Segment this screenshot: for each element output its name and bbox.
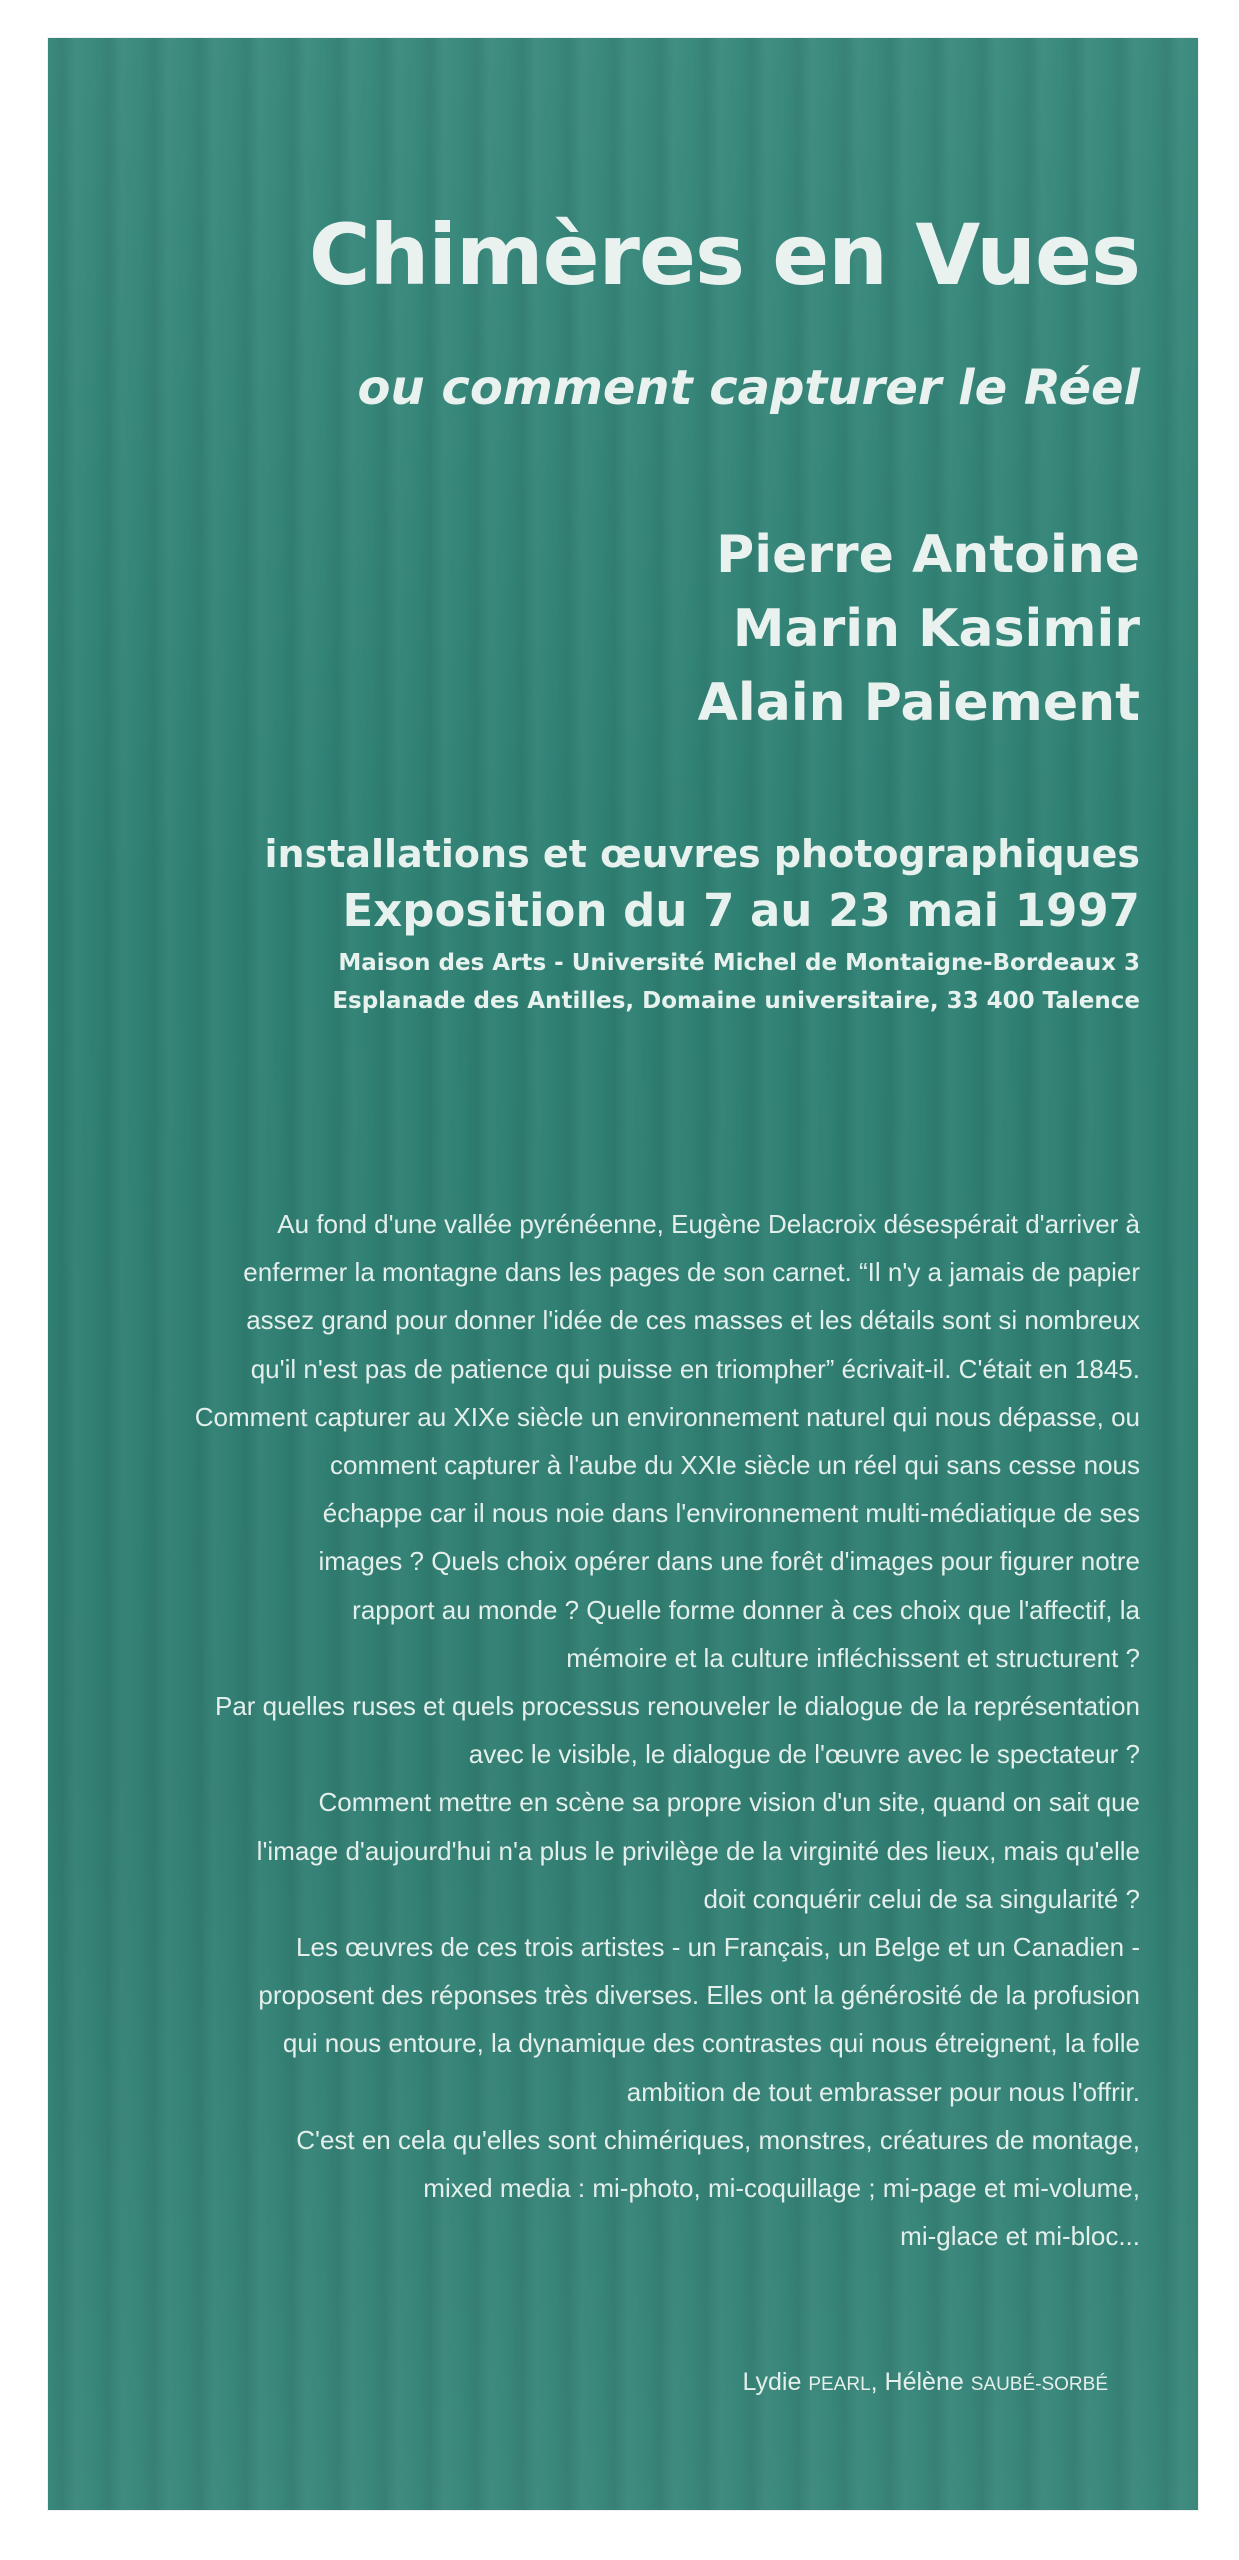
flyer-title: Chimères en Vues	[308, 206, 1140, 304]
presentation-text	[80, 1200, 1140, 2260]
exhibition-info	[265, 828, 1140, 1018]
exhibition-dates: Exposition du 7 au 23 mai 1997	[342, 884, 1140, 937]
text-line: ambition de tout embrasser pour nous l'offrir.	[626, 2076, 1140, 2107]
text-line: Par quelles ruses et quels processus renouveler le dialogue de la représentation	[214, 1691, 1140, 1722]
text-line: Au fond d'une vallée pyrénéenne, Eugène Delacroix désespérait d'arriver à	[277, 1209, 1140, 1239]
exhibition-kind: installations et œuvres photographiques	[264, 832, 1140, 876]
text-line: mi-glace et mi-bloc...	[900, 2221, 1140, 2252]
flyer-subtitle: ou comment capturer le Réel	[357, 360, 1140, 416]
author-first-name: Hélène	[884, 2368, 964, 2396]
text-line: doit conquérir celui de sa singularité ?	[703, 1883, 1140, 1914]
venue-address: Esplanade des Antilles, Domaine universitaire, 33 400 Talence	[332, 988, 1140, 1014]
author-separator: ,	[870, 2368, 878, 2396]
author-last-name: SAUBÉ-SORBÉ	[970, 2374, 1108, 2395]
artist-name: Pierre Antoine	[716, 525, 1140, 585]
text-line: proposent des réponses très diverses. Elles ont la générosité de la profusion	[258, 1980, 1140, 2011]
artist-name: Marin Kasimir	[732, 599, 1140, 659]
text-line: assez grand pour donner l'idée de ces masses et les détails sont si nombreux	[246, 1305, 1140, 1336]
text-line: qu'il n'est pas de patience qui puisse en triompher” écrivait-il. C'était en 1845.	[250, 1353, 1140, 1384]
author-first-name: Lydie	[742, 2368, 802, 2396]
text-line: avec le visible, le dialogue de l'œuvre avec le spectateur ?	[468, 1739, 1140, 1770]
text-line: mémoire et la culture infléchissent et structurent ?	[566, 1642, 1140, 1673]
text-line: Comment capturer au XIXe siècle un environnement naturel qui nous dépasse, ou	[194, 1401, 1140, 1432]
text-line: l'image d'aujourd'hui n'a plus le privilège de la virginité des lieux, mais qu'elle	[256, 1835, 1140, 1866]
author-last-name: PEARL	[808, 2374, 871, 2395]
artist-name: Alain Paiement	[697, 673, 1140, 733]
text-line: échappe car il nous noie dans l'environnement multi-médiatique de ses	[322, 1498, 1140, 1529]
text-line: images ? Quels choix opérer dans une forêt d'images pour figurer notre	[318, 1546, 1140, 1577]
artist-list	[698, 518, 1140, 740]
exhibition-flyer	[48, 38, 1198, 2510]
text-line: qui nous entoure, la dynamique des contrastes qui nous étreignent, la folle	[282, 2028, 1140, 2059]
text-line: C'est en cela qu'elles sont chimériques, monstres, créatures de montage,	[296, 2124, 1140, 2155]
text-line: comment capturer à l'aube du XXIe siècle un réel qui sans cesse nous	[330, 1450, 1140, 1481]
text-line: enfermer la montagne dans les pages de son carnet. “Il n'y a jamais de papier	[243, 1257, 1140, 1288]
text-line: rapport au monde ? Quelle forme donner à ces choix que l'affectif, la	[352, 1594, 1140, 1625]
venue-line: Maison des Arts - Université Michel de Montaigne-Bordeaux 3	[338, 950, 1140, 976]
text-line: Comment mettre en scène sa propre vision d'un site, quand on sait que	[318, 1787, 1140, 1818]
authors-signature	[743, 2368, 1108, 2397]
text-line: mixed media : mi-photo, mi-coquillage ; mi-page et mi-volume,	[423, 2173, 1140, 2204]
text-line: Les œuvres de ces trois artistes - un Français, un Belge et un Canadien -	[296, 1932, 1140, 1963]
